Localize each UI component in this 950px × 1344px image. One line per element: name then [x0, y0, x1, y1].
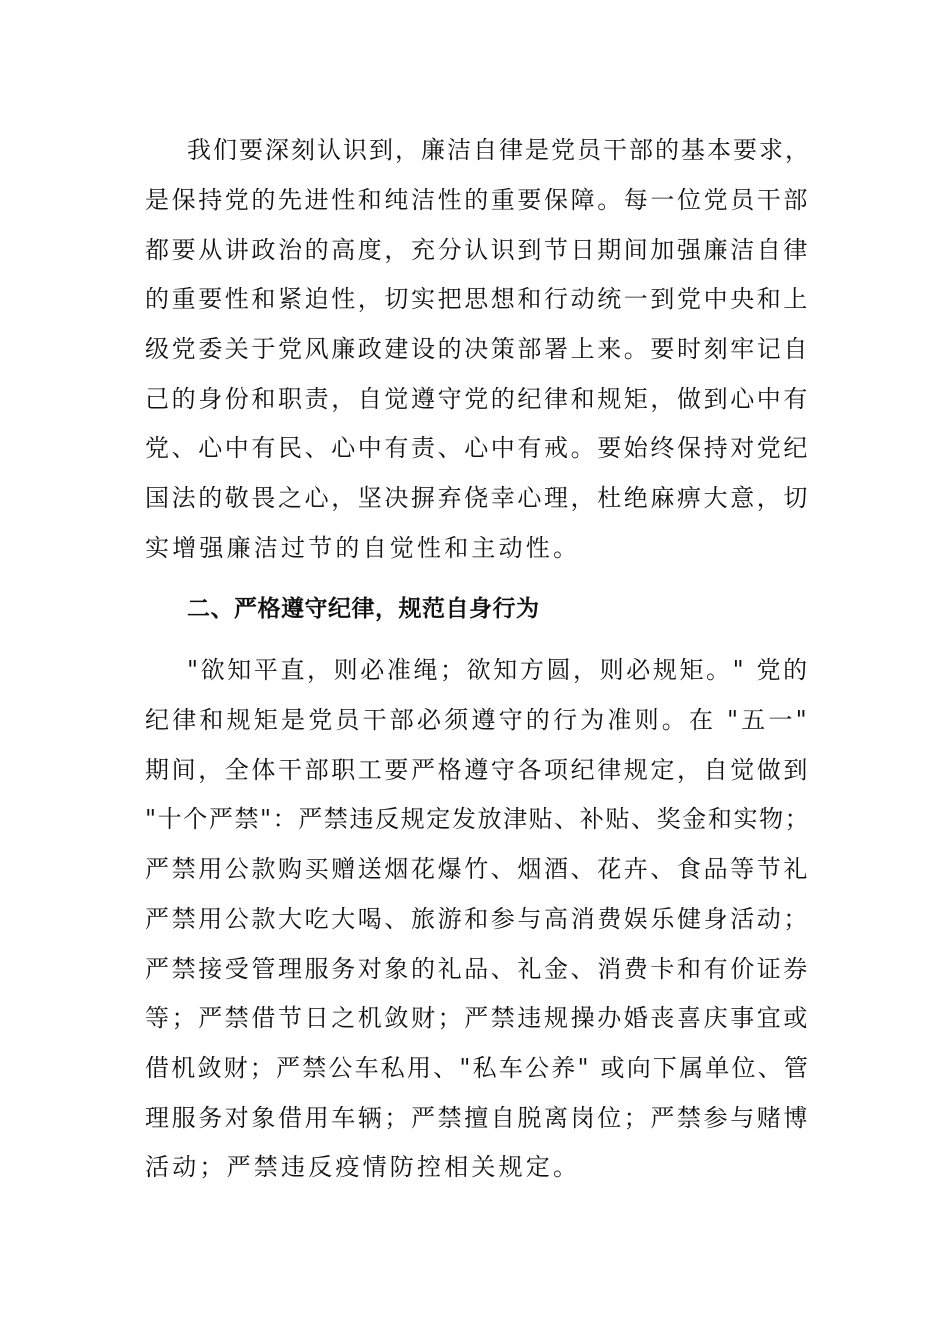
- paragraph-1-line-6: 己的身份和职责，自觉遵守党的纪律和规矩，做到心中有: [145, 385, 810, 413]
- paragraph-1-line-2: 是保持党的先进性和纯洁性的重要保障。每一位党员干部: [145, 186, 810, 214]
- paragraph-2-line-6: 严禁用公款大吃大喝、旅游和参与高消费娱乐健身活动；: [145, 905, 810, 933]
- paragraph-2-line-8: 等；严禁借节日之机敛财；严禁违规操办婚丧喜庆事宜或: [145, 1004, 810, 1032]
- paragraph-1-line-5: 级党委关于党风廉政建设的决策部署上来。要时刻牢记自: [145, 335, 810, 363]
- paragraph-2-line-2: 纪律和规矩是党员干部必须遵守的行为准则。在 "五一": [145, 706, 810, 734]
- paragraph-1-line-9: 实增强廉洁过节的自觉性和主动性。: [145, 534, 581, 562]
- paragraph-2-line-9: 借机敛财；严禁公车私用、"私车公养" 或向下属单位、管: [145, 1054, 811, 1082]
- paragraph-2-line-7: 严禁接受管理服务对象的礼品、礼金、消费卡和有价证券: [145, 955, 810, 983]
- paragraph-2-line-4: "十个严禁"：严禁违反规定发放津贴、补贴、奖金和实物；: [145, 805, 811, 833]
- paragraph-1-line-8: 国法的敬畏之心，坚决摒弃侥幸心理，杜绝麻痹大意，切: [145, 484, 810, 512]
- paragraph-1-line-3: 都要从讲政治的高度，充分认识到节日期间加强廉洁自律: [145, 236, 810, 264]
- paragraph-2-line-1: "欲知平直，则必准绳；欲知方圆，则必规矩。" 党的: [187, 656, 810, 684]
- paragraph-1-line-4: 的重要性和紧迫性，切实把思想和行动统一到党中央和上: [145, 285, 810, 313]
- paragraph-2-line-3: 期间，全体干部职工要严格遵守各项纪律规定，自觉做到: [145, 756, 810, 784]
- paragraph-2-line-5: 严禁用公款购买赠送烟花爆竹、烟酒、花卉、食品等节礼: [145, 855, 810, 883]
- paragraph-2-line-11: 活动；严禁违反疫情防控相关规定。: [145, 1153, 581, 1181]
- paragraph-1-line-1: 我们要深刻认识到，廉洁自律是党员干部的基本要求，: [187, 136, 811, 164]
- section-heading-2: 二、严格遵守纪律，规范自身行为: [187, 596, 540, 622]
- paragraph-2-line-10: 理服务对象借用车辆；严禁擅自脱离岗位；严禁参与赌博: [145, 1104, 810, 1132]
- paragraph-1-line-7: 党、心中有民、心中有责、心中有戒。要始终保持对党纪: [145, 434, 810, 462]
